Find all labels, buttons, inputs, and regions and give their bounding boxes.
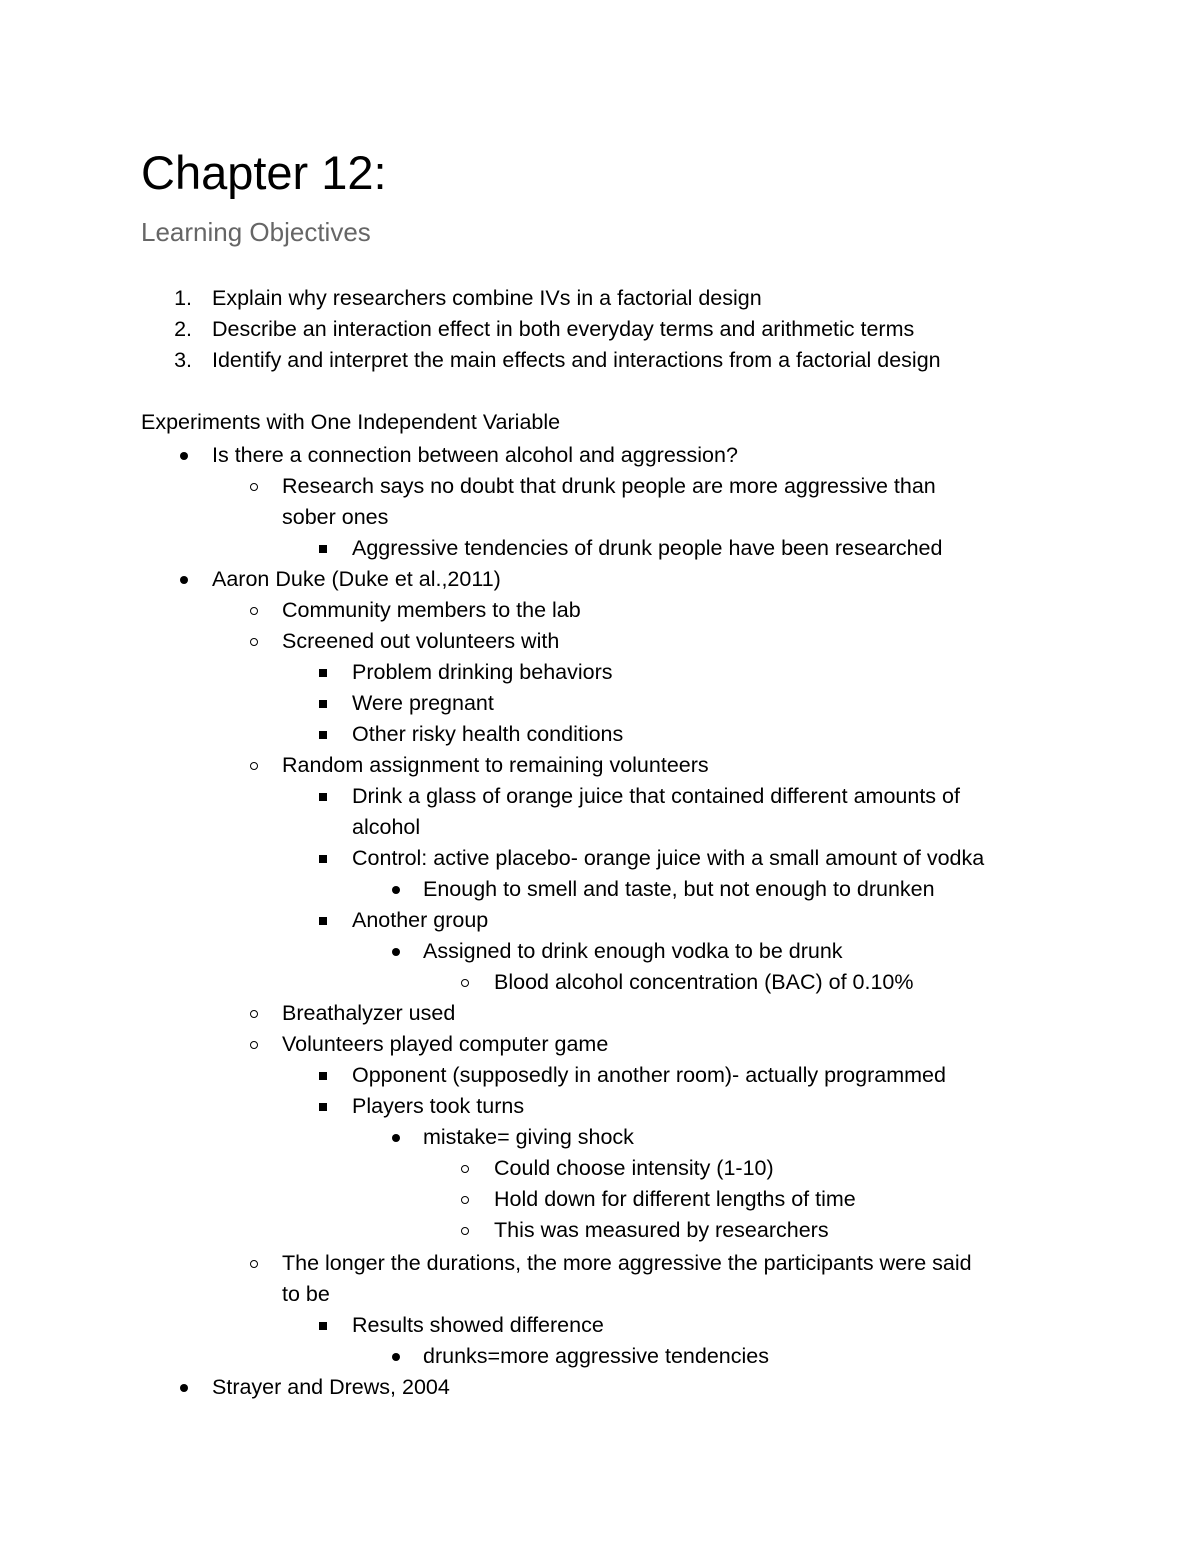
bullet-circle-icon — [250, 483, 258, 491]
bullet-square-icon — [319, 1103, 327, 1111]
bullet-disc-icon — [392, 948, 400, 956]
page-title: Chapter 12: — [141, 146, 387, 199]
bullet-circle-icon — [250, 1260, 258, 1268]
bullet-square-icon — [319, 793, 327, 801]
objective-number: 2. — [174, 317, 192, 341]
objective-text: Explain why researchers combine IVs in a factorial design — [212, 286, 762, 310]
objective-number: 1. — [174, 286, 192, 310]
bullet-square-icon — [319, 1322, 327, 1330]
bullet-circle-icon — [250, 1010, 258, 1018]
bullet-disc-icon — [180, 1384, 188, 1392]
bullet-circle-icon — [250, 762, 258, 770]
bullet-square-icon — [319, 1072, 327, 1080]
bullet-disc-icon — [392, 886, 400, 894]
bullet-disc-icon — [180, 576, 188, 584]
bullet-circle-icon — [461, 979, 469, 987]
bullet-circle-icon — [461, 1196, 469, 1204]
bullet-square-icon — [319, 700, 327, 708]
bullet-circle-icon — [461, 1165, 469, 1173]
bullet-square-icon — [319, 545, 327, 553]
page-subtitle: Learning Objectives — [141, 217, 371, 247]
document-page: Chapter 12: Learning Objectives 1. Explain why researchers combine IVs in a factorial design 2. Describe an interaction effect in both everyday terms and arithmetic terms 3. Identify and interpret the main effects and interactions from a factorial design Experiments with One Independent Variable Is there a connection between alcohol and aggression? Research says no doubt that drunk people are more aggressive than sober ones Aggressive tendencies of drunk people have been researched Aaron Duke (Duke et al.,2011) Community members to the lab Screened out volunteers with Problem drinking behaviors Were pregnant Other risky health conditions Random assignment to remaining volunteers Drink a glass of orange juice that contained different amounts of alcohol Control: active placebo- orange juice with a small amount of vodka Enough to smell and taste, but not enough to drunken Another group Assigned to drink enough vodka to be drunk Blood alcohol concentration (BAC) of 0.10% Breathalyzer used Volunteers played computer game Opponent (supposedly in another room)- actually programmed Players took turns mistake= giving shock Could choose intensity (1-10) Hold down for different lengths of time This was measured by researchers The longer the durations, the more aggressive the participants were said to be Results showed difference drunks=more aggressive tendencies Strayer and Drews, 2004 — [0, 0, 1200, 1553]
bullet-disc-icon — [180, 452, 188, 460]
bullet-square-icon — [319, 917, 327, 925]
objective-text: Describe an interaction effect in both everyday terms and arithmetic terms — [212, 317, 915, 341]
bullet-circle-icon — [250, 607, 258, 615]
bullet-circle-icon — [250, 1041, 258, 1049]
objective-text: Identify and interpret the main effects and interactions from a factorial design — [212, 348, 941, 372]
bullet-circle-icon — [461, 1227, 469, 1235]
bullet-square-icon — [319, 669, 327, 677]
bullet-disc-icon — [392, 1353, 400, 1361]
objective-number: 3. — [174, 348, 192, 372]
bullet-square-icon — [319, 731, 327, 739]
bullet-square-icon — [319, 855, 327, 863]
bullet-disc-icon — [392, 1134, 400, 1142]
bullet-circle-icon — [250, 638, 258, 646]
